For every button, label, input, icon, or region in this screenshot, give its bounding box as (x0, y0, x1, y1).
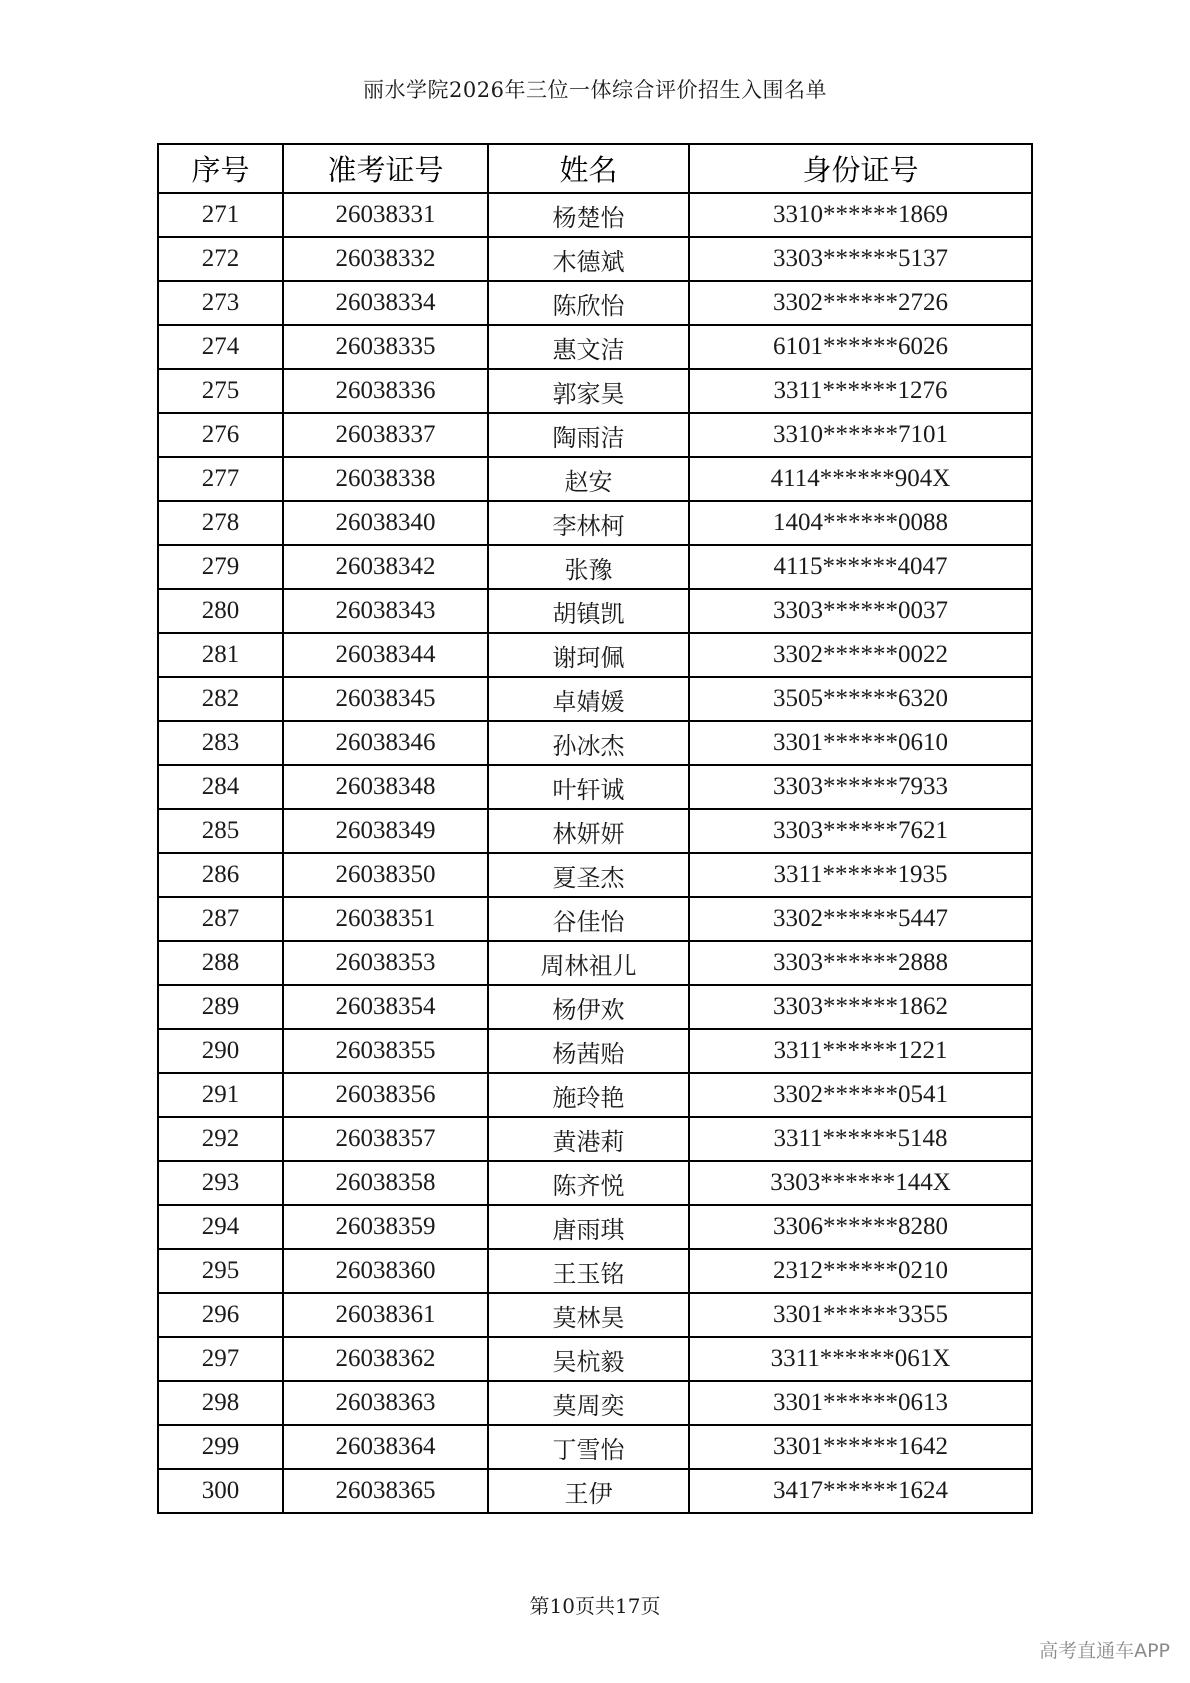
table-row (158, 809, 1032, 853)
cell-id-number: 3302******0022 (689, 633, 1032, 677)
cell-exam-number: 26038350 (283, 853, 488, 897)
document-title: 丽水学院2026年三位一体综合评价招生入围名单 (363, 78, 827, 102)
cell-exam-number: 26038343 (283, 589, 488, 633)
cell-id-number: 4114******904X (689, 457, 1032, 501)
table-row (158, 193, 1032, 237)
cell-name: 谢珂佩 (488, 633, 689, 677)
cell-exam-number: 26038342 (283, 545, 488, 589)
cell-name: 莫林昊 (488, 1293, 689, 1337)
cell-exam-number: 26038348 (283, 765, 488, 809)
cell-id-number: 3311******5148 (689, 1117, 1032, 1161)
cell-id-number: 3310******7101 (689, 413, 1032, 457)
cell-exam-number: 26038354 (283, 985, 488, 1029)
cell-exam-number: 26038357 (283, 1117, 488, 1161)
cell-id-number: 3505******6320 (689, 677, 1032, 721)
header-exam-number: 准考证号 (283, 144, 488, 193)
header-name: 姓名 (488, 144, 689, 193)
cell-seq: 276 (158, 413, 283, 457)
cell-name: 王伊 (488, 1469, 689, 1513)
cell-id-number: 2312******0210 (689, 1249, 1032, 1293)
cell-exam-number: 26038356 (283, 1073, 488, 1117)
cell-seq: 296 (158, 1293, 283, 1337)
page-number: 第10页共17页 (529, 1594, 661, 1618)
cell-name: 惠文洁 (488, 325, 689, 369)
table-row (158, 545, 1032, 589)
cell-id-number: 3311******1221 (689, 1029, 1032, 1073)
table-row (158, 413, 1032, 457)
cell-name: 卓婧媛 (488, 677, 689, 721)
cell-exam-number: 26038361 (283, 1293, 488, 1337)
cell-seq: 293 (158, 1161, 283, 1205)
cell-seq: 275 (158, 369, 283, 413)
cell-exam-number: 26038345 (283, 677, 488, 721)
table-row (158, 1381, 1032, 1425)
table-row (158, 1029, 1032, 1073)
cell-exam-number: 26038351 (283, 897, 488, 941)
cell-id-number: 3303******7621 (689, 809, 1032, 853)
table-row (158, 985, 1032, 1029)
cell-exam-number: 26038365 (283, 1469, 488, 1513)
cell-name: 赵安 (488, 457, 689, 501)
cell-id-number: 3301******0610 (689, 721, 1032, 765)
table-row (158, 941, 1032, 985)
table-row (158, 897, 1032, 941)
table-row (158, 501, 1032, 545)
cell-seq: 271 (158, 193, 283, 237)
cell-name: 叶轩诚 (488, 765, 689, 809)
cell-id-number: 3310******1869 (689, 193, 1032, 237)
table-body (158, 193, 1032, 1513)
cell-name: 莫周奕 (488, 1381, 689, 1425)
cell-name: 陈欣怡 (488, 281, 689, 325)
cell-id-number: 1404******0088 (689, 501, 1032, 545)
cell-id-number: 3311******061X (689, 1337, 1032, 1381)
cell-seq: 285 (158, 809, 283, 853)
table-row (158, 1469, 1032, 1513)
cell-seq: 287 (158, 897, 283, 941)
cell-name: 林妍妍 (488, 809, 689, 853)
cell-name: 木德斌 (488, 237, 689, 281)
cell-exam-number: 26038346 (283, 721, 488, 765)
cell-name: 黄港莉 (488, 1117, 689, 1161)
cell-name: 唐雨琪 (488, 1205, 689, 1249)
cell-seq: 278 (158, 501, 283, 545)
cell-seq: 294 (158, 1205, 283, 1249)
cell-seq: 283 (158, 721, 283, 765)
cell-exam-number: 26038331 (283, 193, 488, 237)
cell-seq: 299 (158, 1425, 283, 1469)
table-row (158, 457, 1032, 501)
table-row (158, 325, 1032, 369)
cell-exam-number: 26038332 (283, 237, 488, 281)
cell-seq: 280 (158, 589, 283, 633)
cell-name: 郭家昊 (488, 369, 689, 413)
cell-name: 丁雪怡 (488, 1425, 689, 1469)
cell-name: 夏圣杰 (488, 853, 689, 897)
cell-name: 陈齐悦 (488, 1161, 689, 1205)
cell-id-number: 3303******0037 (689, 589, 1032, 633)
cell-id-number: 3303******144X (689, 1161, 1032, 1205)
cell-name: 杨茜贻 (488, 1029, 689, 1073)
cell-name: 杨伊欢 (488, 985, 689, 1029)
header-seq: 序号 (158, 144, 283, 193)
admission-list-table (157, 143, 1033, 1514)
table-header-row (158, 144, 1032, 193)
cell-name: 王玉铭 (488, 1249, 689, 1293)
cell-id-number: 3301******3355 (689, 1293, 1032, 1337)
table-row (158, 1337, 1032, 1381)
header-id-number: 身份证号 (689, 144, 1032, 193)
cell-name: 李林柯 (488, 501, 689, 545)
table-row (158, 1425, 1032, 1469)
cell-seq: 282 (158, 677, 283, 721)
cell-seq: 281 (158, 633, 283, 677)
cell-seq: 279 (158, 545, 283, 589)
cell-seq: 290 (158, 1029, 283, 1073)
cell-seq: 298 (158, 1381, 283, 1425)
cell-id-number: 3302******5447 (689, 897, 1032, 941)
cell-exam-number: 26038349 (283, 809, 488, 853)
cell-exam-number: 26038340 (283, 501, 488, 545)
cell-seq: 274 (158, 325, 283, 369)
cell-exam-number: 26038344 (283, 633, 488, 677)
cell-id-number: 3301******1642 (689, 1425, 1032, 1469)
cell-exam-number: 26038353 (283, 941, 488, 985)
table-row (158, 1205, 1032, 1249)
cell-exam-number: 26038363 (283, 1381, 488, 1425)
cell-seq: 300 (158, 1469, 283, 1513)
table-row (158, 1249, 1032, 1293)
cell-id-number: 3301******0613 (689, 1381, 1032, 1425)
table-row (158, 1293, 1032, 1337)
cell-exam-number: 26038359 (283, 1205, 488, 1249)
cell-seq: 297 (158, 1337, 283, 1381)
table-row (158, 237, 1032, 281)
cell-id-number: 3303******1862 (689, 985, 1032, 1029)
cell-seq: 288 (158, 941, 283, 985)
cell-name: 吴杭毅 (488, 1337, 689, 1381)
cell-exam-number: 26038338 (283, 457, 488, 501)
table-row (158, 677, 1032, 721)
cell-seq: 277 (158, 457, 283, 501)
cell-name: 张豫 (488, 545, 689, 589)
cell-exam-number: 26038335 (283, 325, 488, 369)
cell-seq: 286 (158, 853, 283, 897)
table-row (158, 1117, 1032, 1161)
table-row (158, 765, 1032, 809)
cell-id-number: 4115******4047 (689, 545, 1032, 589)
cell-exam-number: 26038358 (283, 1161, 488, 1205)
cell-id-number: 3302******2726 (689, 281, 1032, 325)
cell-exam-number: 26038364 (283, 1425, 488, 1469)
cell-id-number: 3303******7933 (689, 765, 1032, 809)
cell-id-number: 3306******8280 (689, 1205, 1032, 1249)
cell-id-number: 3311******1276 (689, 369, 1032, 413)
cell-seq: 289 (158, 985, 283, 1029)
cell-id-number: 6101******6026 (689, 325, 1032, 369)
cell-exam-number: 26038336 (283, 369, 488, 413)
cell-name: 孙冰杰 (488, 721, 689, 765)
cell-name: 施玲艳 (488, 1073, 689, 1117)
cell-seq: 284 (158, 765, 283, 809)
cell-exam-number: 26038337 (283, 413, 488, 457)
watermark: 高考直通车APP (1039, 1640, 1170, 1662)
table-row (158, 281, 1032, 325)
cell-exam-number: 26038360 (283, 1249, 488, 1293)
cell-seq: 272 (158, 237, 283, 281)
cell-id-number: 3303******5137 (689, 237, 1032, 281)
table-row (158, 721, 1032, 765)
cell-id-number: 3302******0541 (689, 1073, 1032, 1117)
cell-seq: 292 (158, 1117, 283, 1161)
table-row (158, 1161, 1032, 1205)
cell-id-number: 3311******1935 (689, 853, 1032, 897)
table-row (158, 589, 1032, 633)
cell-exam-number: 26038362 (283, 1337, 488, 1381)
table-row (158, 369, 1032, 413)
cell-seq: 295 (158, 1249, 283, 1293)
cell-seq: 291 (158, 1073, 283, 1117)
table-row (158, 853, 1032, 897)
cell-id-number: 3303******2888 (689, 941, 1032, 985)
cell-name: 杨楚怡 (488, 193, 689, 237)
cell-name: 周林祖儿 (488, 941, 689, 985)
table-row (158, 633, 1032, 677)
cell-id-number: 3417******1624 (689, 1469, 1032, 1513)
cell-exam-number: 26038334 (283, 281, 488, 325)
cell-name: 谷佳怡 (488, 897, 689, 941)
table-row (158, 1073, 1032, 1117)
cell-exam-number: 26038355 (283, 1029, 488, 1073)
cell-seq: 273 (158, 281, 283, 325)
cell-name: 胡镇凯 (488, 589, 689, 633)
cell-name: 陶雨洁 (488, 413, 689, 457)
